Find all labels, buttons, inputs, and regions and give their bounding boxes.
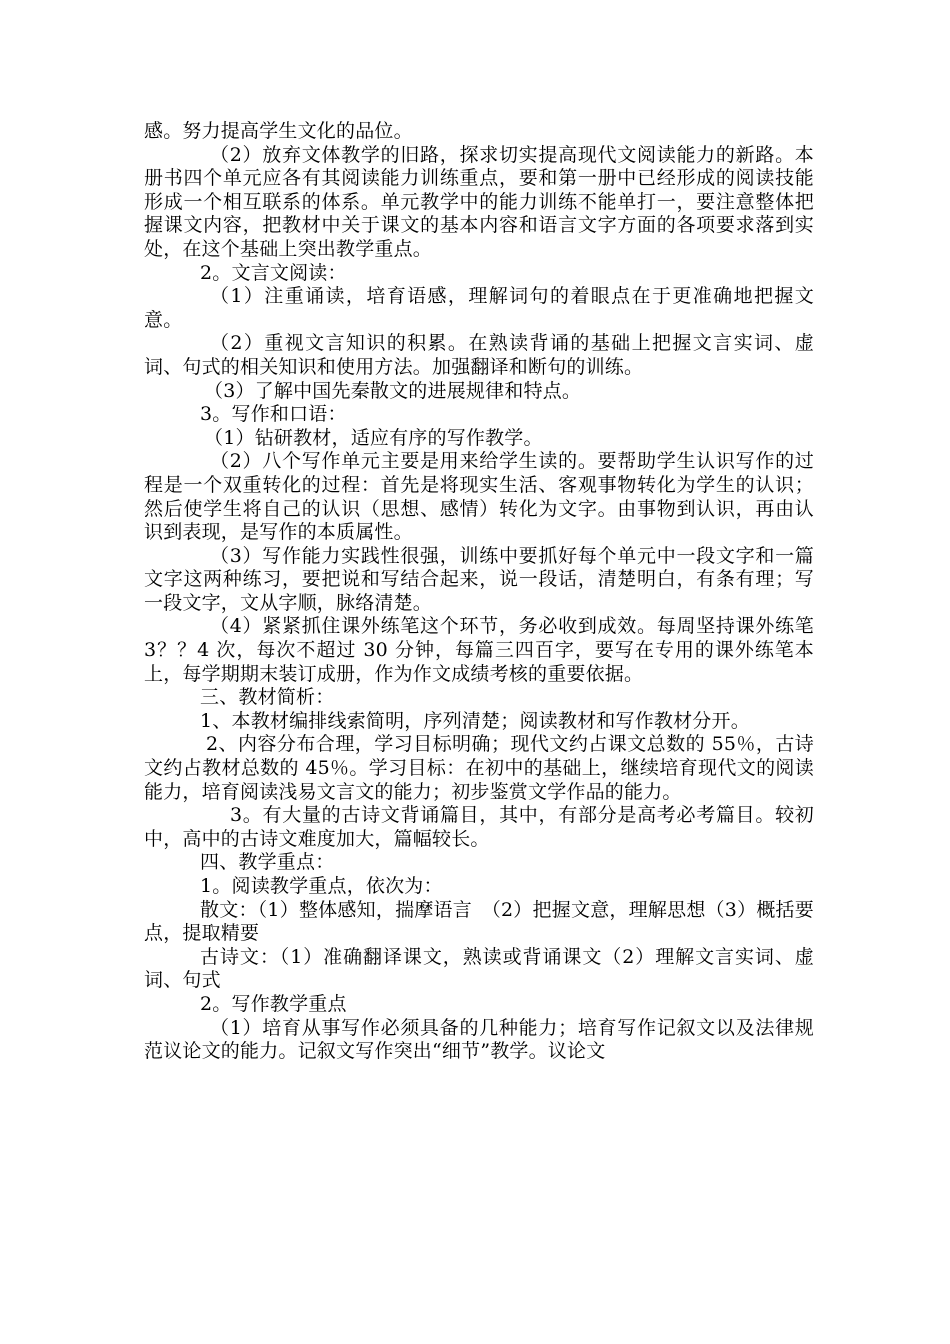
paragraph: （2）八个写作单元主要是用来给学生读的。要帮助学生认识写作的过程是一个双重转化的过程：首先是将现实生活、客观事物转化为学生的认识；然后使学生将自己的认识（思想、感情）转化为文字。由事物到认识，再由认识到表现，是写作的本质属性。 [144, 450, 814, 544]
section-heading: 2。写作教学重点 [200, 992, 347, 1015]
document-body [144, 120, 814, 1064]
section-heading: 2。文言文阅读： [200, 261, 347, 284]
paragraph: （1）注重诵读，培育语感，理解词句的着眼点在于更准确地把握文意。 [144, 285, 814, 331]
paragraph: 2、内容分布合理，学习目标明确；现代文约占课文总数的 55％，古诗文约占教材总数的 45％。学习目标：在初中的基础上，继续培育现代文的阅读能力，培育阅读浅易文言文的能力；初步鉴赏文学作品的能力。 [144, 733, 814, 803]
paragraph: 3。有大量的古诗文背诵篇目，其中，有部分是高考必考篇目。较初中，高中的古诗文难度加大，篇幅较长。 [144, 804, 814, 850]
paragraph: （2）放弃文体教学的旧路，探求切实提高现代文阅读能力的新路。本册书四个单元应各有其阅读能力训练重点，要和第一册中已经形成的阅读技能形成一个相互联系的体系。单元教学中的能力训练不能单打一，要注意整体把握课文内容，把教材中关于课文的基本内容和语言文字方面的各项要求落到实处，在这个基础上突出教学重点。 [144, 143, 814, 260]
paragraph: （2）重视文言知识的积累。在熟读背诵的基础上把握文言实词、虚词、句式的相关知识和使用方法。加强翻译和断句的训练。 [144, 332, 814, 378]
paragraph: 散文：（1）整体感知，揣摩语言 （2）把握文意，理解思想（3）概括要点，提取精要 [144, 898, 814, 945]
paragraph: 感。努力提高学生文化的品位。 [144, 120, 413, 142]
paragraph: （4）紧紧抓住课外练笔这个环节，务必收到成效。每周坚持课外练笔 3？？4 次，每次不超过 30 分钟，每篇三四百字，要写在专用的课外练笔本上，每学期期末装订成册，作为作文成绩考核的重要依据。 [144, 615, 814, 685]
section-heading: 三、教材简析： [200, 686, 335, 709]
paragraph: （1）培育从事写作必须具备的几种能力；培育写作记叙文以及法律规范议论文的能力。记叙文写作突出“细节”教学。议论文 [144, 1016, 814, 1063]
paragraph: （3）写作能力实践性很强，训练中要抓好每个单元中一段文字和一篇文字这两种练习，要把说和写结合起来，说一段话，清楚明白，有条有理；写一段文字，文从字顺，脉络清楚。 [144, 544, 814, 614]
paragraph: （1）钻研教材，适应有序的写作教学。 [204, 426, 543, 449]
paragraph: （3）了解中国先秦散文的进展规律和特点。 [204, 379, 582, 402]
paragraph: 1。阅读教学重点，依次为： [200, 875, 443, 897]
section-heading: 3。写作和口语： [200, 403, 347, 426]
paragraph: 古诗文：（1）准确翻译课文，熟读或背诵课文（2）理解文言实词、虚词、句式 [144, 945, 814, 992]
paragraph: 1、本教材编排线索简明，序列清楚；阅读教材和写作教材分开。 [200, 709, 750, 732]
section-heading: 四、教学重点： [200, 851, 335, 874]
